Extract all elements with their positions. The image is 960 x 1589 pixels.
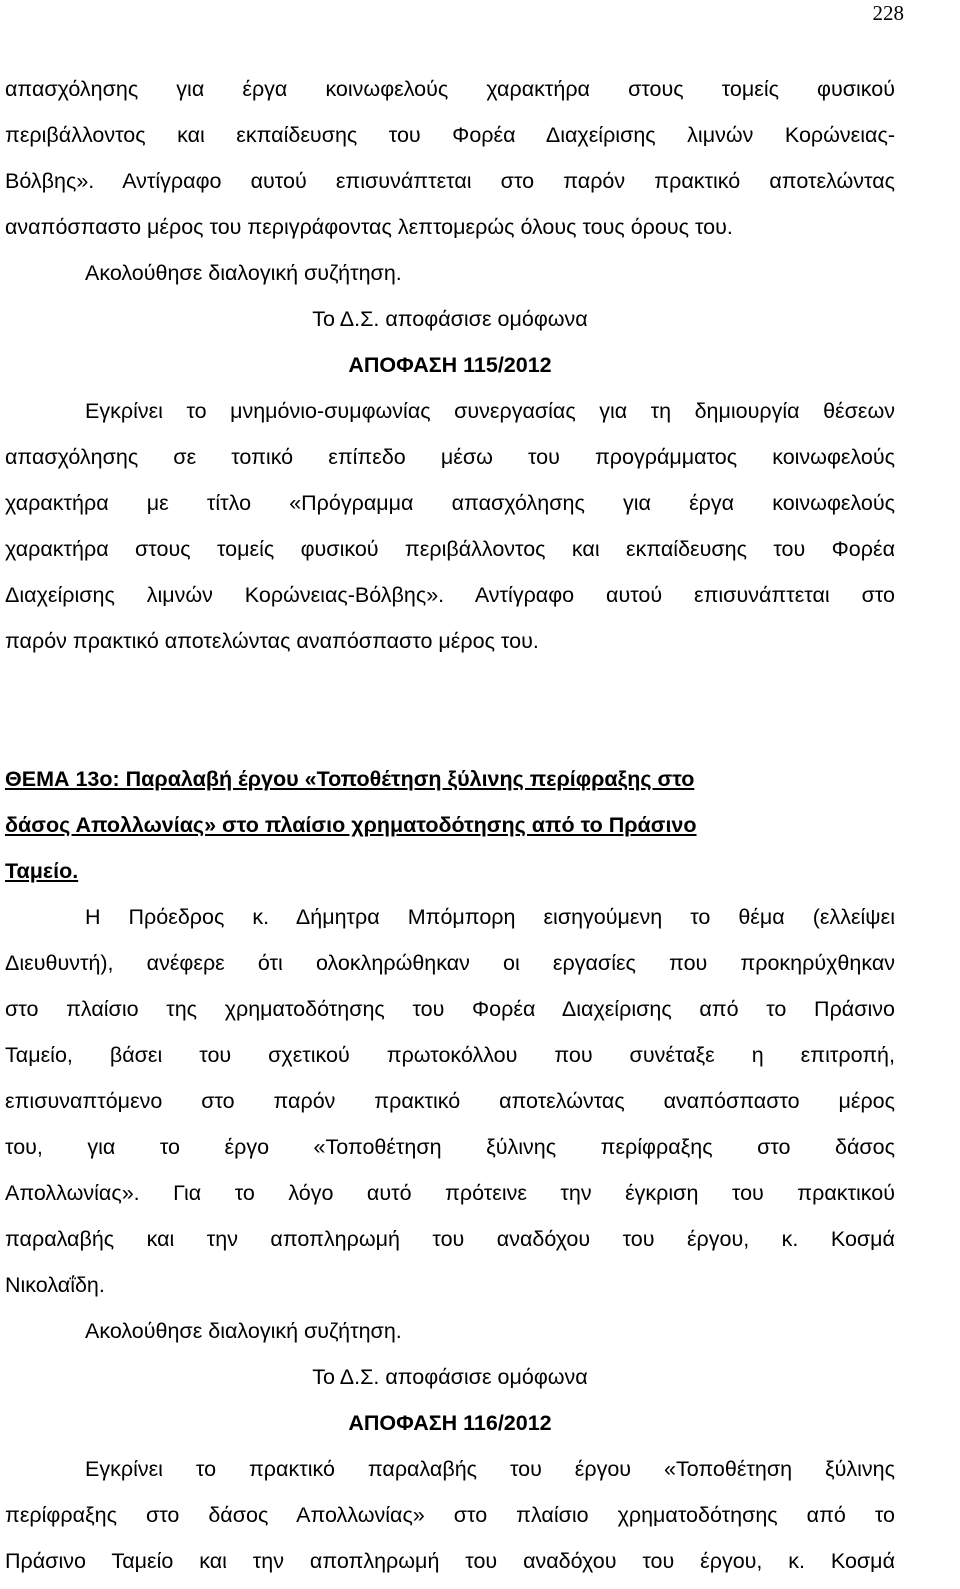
text-line: Ταμείο, βάσει του σχετικού πρωτοκόλλου που συνέταξε η επιτροπή, bbox=[5, 1043, 895, 1067]
text-line: στο πλαίσιο της χρηματοδότησης του Φορέα Διαχείρισης από το Πράσινο bbox=[5, 997, 895, 1021]
text-line: απασχόλησης σε τοπικό επίπεδο μέσω του προγράμματος κοινωφελούς bbox=[5, 445, 895, 469]
topic-heading bbox=[5, 756, 895, 894]
text-line: Απολλωνίας». Για το λόγο αυτό πρότεινε την έγκριση του πρακτικού bbox=[5, 1181, 895, 1205]
text-line: χαρακτήρα στους τομείς φυσικού περιβάλλοντος και εκπαίδευσης του Φορέα bbox=[5, 537, 895, 561]
topic-line: δάσος Απολλωνίας» στο πλαίσιο χρηματοδότησης από το Πράσινο bbox=[5, 813, 697, 837]
text-line: Εγκρίνει το πρακτικό παραλαβής του έργου «Τοποθέτηση ξύλινης bbox=[85, 1457, 895, 1481]
text-line: του, για το έργο «Τοποθέτηση ξύλινης περίφραξης στο δάσος bbox=[5, 1135, 895, 1159]
decision-title: ΑΠΟΦΑΣΗ 116/2012 bbox=[348, 1411, 552, 1435]
text-line: επισυναπτόμενο στο παρόν πρακτικό αποτελώντας αναπόσπαστο μέρος bbox=[5, 1089, 895, 1113]
spacer bbox=[5, 664, 895, 756]
text-line: Νικολαΐδη. bbox=[5, 1273, 105, 1297]
council-decision-note: Το Δ.Σ. αποφάσισε ομόφωνα bbox=[312, 1365, 588, 1389]
discussion-note: Ακολούθησε διαλογική συζήτηση. bbox=[85, 1319, 402, 1343]
topic-line: ΘΕΜΑ 13ο: Παραλαβή έργου «Τοποθέτηση ξύλινης περίφραξης στο bbox=[5, 767, 695, 791]
discussion-note: Ακολούθησε διαλογική συζήτηση. bbox=[85, 261, 402, 285]
text-line: Εγκρίνει το μνημόνιο-συμφωνίας συνεργασίας για τη δημιουργία θέσεων bbox=[85, 399, 895, 423]
topic-paragraph bbox=[5, 894, 895, 1308]
text-line: παραλαβής και την αποπληρωμή του αναδόχου του έργου, κ. Κοσμά bbox=[5, 1227, 895, 1251]
topic-line: Ταμείο. bbox=[5, 859, 79, 883]
council-decision-note: Το Δ.Σ. αποφάσισε ομόφωνα bbox=[312, 307, 588, 331]
document-body bbox=[5, 66, 895, 1584]
text-line: Η Πρόεδρος κ. Δήμητρα Μπόμπορη εισηγούμενη το θέμα (ελλείψει bbox=[85, 905, 895, 929]
text-line: απασχόλησης για έργα κοινωφελούς χαρακτήρα στους τομείς φυσικού bbox=[5, 77, 895, 101]
text-line: Διευθυντή), ανέφερε ότι ολοκληρώθηκαν οι εργασίες που προκηρύχθηκαν bbox=[5, 951, 895, 975]
text-line: αναπόσπαστο μέρος του περιγράφοντας λεπτομερώς όλους τους όρους του. bbox=[5, 215, 733, 239]
text-line: Βόλβης». Αντίγραφο αυτού επισυνάπτεται στο παρόν πρακτικό αποτελώντας bbox=[5, 169, 895, 193]
decision-text bbox=[5, 1446, 895, 1584]
text-line: περίφραξης στο δάσος Απολλωνίας» στο πλαίσιο χρηματοδότησης από το bbox=[5, 1503, 895, 1527]
paragraph-continuation bbox=[5, 66, 895, 250]
text-line: περιβάλλοντος και εκπαίδευσης του Φορέα Διαχείρισης λιμνών Κορώνειας- bbox=[5, 123, 895, 147]
decision-title: ΑΠΟΦΑΣΗ 115/2012 bbox=[348, 353, 552, 377]
text-line: χαρακτήρα με τίτλο «Πρόγραμμα απασχόλησης για έργα κοινωφελούς bbox=[5, 491, 895, 515]
page-number: 228 bbox=[872, 1, 904, 25]
decision-text bbox=[5, 388, 895, 664]
text-line: Πράσινο Ταμείο και την αποπληρωμή του αναδόχου του έργου, κ. Κοσμά bbox=[5, 1549, 895, 1573]
text-line: Διαχείρισης λιμνών Κορώνειας-Βόλβης». Αντίγραφο αυτού επισυνάπτεται στο bbox=[5, 583, 895, 607]
text-line: παρόν πρακτικό αποτελώντας αναπόσπαστο μέρος του. bbox=[5, 629, 539, 653]
